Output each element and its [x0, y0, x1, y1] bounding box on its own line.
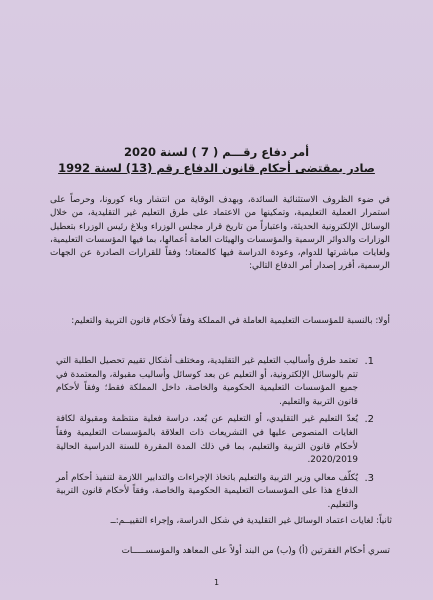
section-two-line: تسري أحكام الفقرتين (أ) و(ب) من البند أولاً على المعاهد والمؤسســـــات	[121, 546, 390, 556]
section-one-heading	[50, 315, 390, 328]
list-item	[56, 472, 374, 513]
list-item-number: 2.	[364, 414, 374, 426]
document-subtitle: صادر بمقتضى أحكام قانون الدفاع رقم (13) لسنة 1992	[58, 161, 375, 175]
list-item-text: تعتمد طرق وأساليب التعليم غير التقليدية، ومختلف أشكال تقييم تحصيل الطلبة التي تتم بالوسائل الإلكترونية، أو التعليم عن بعد كوسائل وأساليب مقبولة، والمعتمدة في جميع المؤسسات التعليمية الحكومية والخاصة، داخل المملكة فقط؛ وفقاً لأحكام قانون التربية والتعليم.	[56, 356, 358, 407]
section-two-heading	[50, 515, 392, 528]
list-item-text: يُكلّف معالي وزير التربية والتعليم باتخاذ الإجراءات والتدابير اللازمة لتنفيذ أحكام أمر الدفاع هذا على المؤسسات التعليمية الحكومية والخاصة، وفقاً لأحكام قانون التربية والتعليم.	[56, 472, 358, 510]
section-two-heading-text: ثانياً: لغايات اعتماد الوسائل غير التقليدية في شكل الدراسة، وإجراء التقييــم:ــ	[110, 516, 392, 526]
document-title: أمر دفاع رقـــم ( 7 ) لسنة 2020	[123, 145, 310, 159]
list-item-number: 1.	[364, 356, 374, 367]
intro-text: في ضوء الظروف الاستثنائية السائدة، وبهدف الوقاية من انتشار وباء كورونا، وحرصاً على استمرار العملية التعليمية، وتمكينها من الاعتماد على طرق التعليم غير التقليدية، من خلال الوسائل الإلكترونية الحديثة، واعتباراً من تاريخ قرار مجلس الوزراء وبلاغ رئيس الوزراء بتعطيل الوزارات والدوائر الرسمية والمؤسسات والهيئات العامة أعمالها، بما فيها المؤسسات التعليمية، ولغايات مباشرتها للدوام، وعودة الدراسة فيها كالمعتاد؛ وفقاً للقرارات الصادرة عن الجهات الرسمية، أقرر إصدار أمر الدفاع التالي:	[50, 195, 390, 272]
list-item	[56, 355, 374, 409]
intro-paragraph	[50, 194, 390, 274]
list-item-text: يُعدّ التعليم غير التقليدي، أو التعليم عن بُعد، دراسة فعلية منتظمة ومقبولة لكافة الغايات المنصوص عليها في التشريعات ذات العلاقة بالمؤسسات التعليمية وفقاً لأحكام قانون التربية والتعليم، بما في ذلك المدة المقررة للسنة الدراسية الحالية 2020/2019.	[56, 414, 358, 466]
list-item-number: 3.	[364, 472, 374, 484]
list-item	[56, 413, 374, 467]
section-one-list	[56, 355, 374, 517]
section-one-heading-text: أولا: بالنسبة للمؤسسات التعليمية العاملة في المملكة وفقاً لأحكام قانون التربية والتعليم:	[71, 316, 390, 326]
page-number: 1	[213, 578, 220, 587]
